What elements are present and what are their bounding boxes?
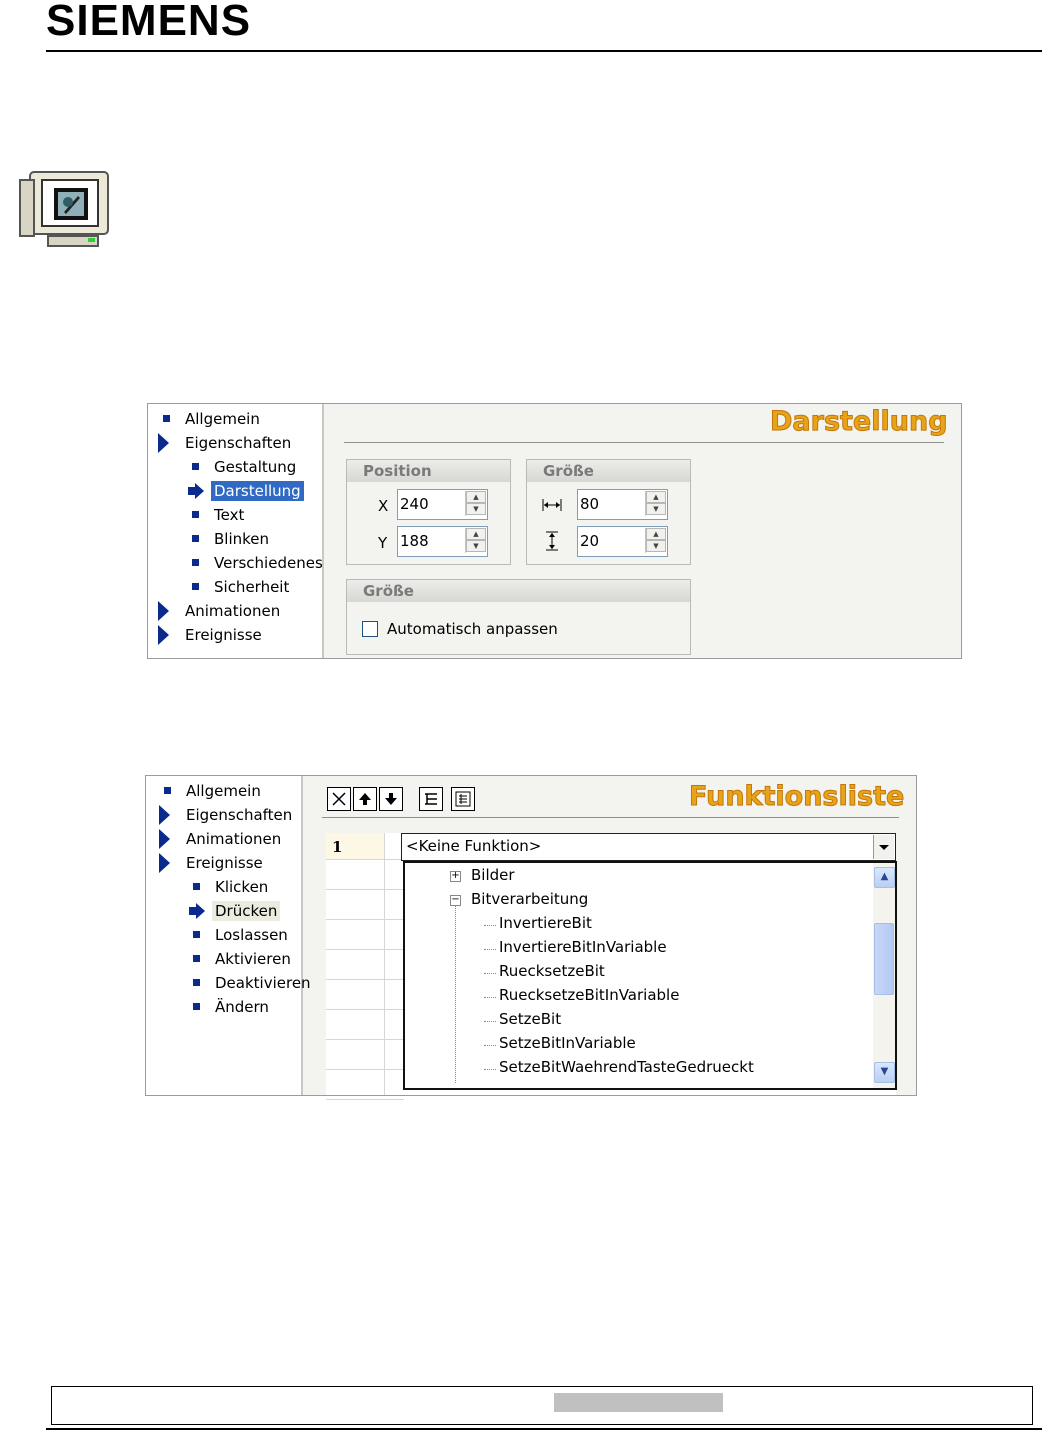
x-position-value[interactable]: 240 [400, 495, 429, 513]
tree-item-animationen[interactable]: Animationen [185, 602, 281, 620]
section-title: Darstellung [770, 406, 948, 437]
footer-gray-bar [554, 1393, 723, 1412]
title-underline [344, 442, 944, 443]
delete-button[interactable] [327, 787, 351, 811]
function-folder[interactable]: Bitverarbeitung [471, 890, 589, 908]
autosize-label[interactable]: Automatisch anpassen [387, 620, 558, 638]
tree-item-dr-cken[interactable]: Drücken [212, 901, 280, 921]
grid-row-line [326, 889, 404, 890]
autosize-checkbox[interactable] [362, 621, 378, 637]
expand-icon[interactable]: + [451, 870, 460, 881]
size-group-header: Größe [527, 460, 690, 482]
siemens-logo: SIEMENS [46, 0, 252, 45]
tree-item-klicken[interactable]: Klicken [215, 878, 269, 896]
property-tree [148, 404, 324, 658]
bullet-icon[interactable] [193, 955, 200, 962]
tree-connector [484, 997, 496, 998]
header-rule [46, 50, 1042, 52]
width-increment-button[interactable]: ▲ [646, 491, 666, 503]
collapsed-triangle-icon[interactable] [158, 601, 169, 621]
function-item[interactable]: SetzeBit [499, 1010, 562, 1028]
tree-item-text[interactable]: Text [214, 506, 245, 524]
move-up-button[interactable] [353, 787, 377, 811]
function-list[interactable] [403, 861, 897, 1090]
bullet-icon[interactable] [193, 931, 200, 938]
insert-row-button[interactable] [419, 787, 443, 811]
width-value[interactable]: 80 [580, 495, 600, 513]
move-down-button[interactable] [379, 787, 403, 811]
bullet-icon[interactable] [192, 463, 199, 470]
function-item[interactable]: InvertiereBitInVariable [499, 938, 667, 956]
tree-item-sicherheit[interactable]: Sicherheit [214, 578, 290, 596]
collapsed-triangle-icon[interactable] [159, 805, 170, 825]
grid-row-line [326, 979, 404, 980]
x-increment-button[interactable]: ▲ [466, 491, 486, 503]
section-title: Funktionsliste [689, 781, 905, 812]
grid-column-line [384, 833, 385, 1095]
height-value[interactable]: 20 [580, 532, 600, 550]
function-dropdown[interactable] [401, 833, 896, 861]
autosize-group [346, 579, 691, 655]
width-decrement-button[interactable]: ▼ [646, 503, 666, 515]
tree-item-eigenschaften[interactable]: Eigenschaften [185, 434, 292, 452]
tree-connector [484, 1069, 496, 1070]
y-position-stepper[interactable] [397, 526, 488, 557]
tree-item--ndern[interactable]: Ändern [215, 998, 269, 1016]
position-group [346, 459, 511, 565]
bullet-icon[interactable] [193, 979, 200, 986]
vertical-scrollbar[interactable] [873, 863, 895, 1088]
width-icon [542, 498, 562, 512]
scroll-down-button[interactable]: ▼ [874, 1062, 895, 1083]
tree-item-darstellung[interactable]: Darstellung [211, 481, 304, 501]
grid-row-line [326, 1069, 404, 1070]
tree-item-blinken[interactable]: Blinken [214, 530, 270, 548]
x-label: X [378, 497, 389, 515]
chevron-down-icon[interactable] [873, 835, 894, 859]
y-position-value[interactable]: 188 [400, 532, 429, 550]
width-stepper[interactable] [577, 489, 668, 520]
grid-row-line [326, 859, 404, 860]
tree-item-loslassen[interactable]: Loslassen [215, 926, 288, 944]
expanded-triangle-icon[interactable] [159, 853, 170, 873]
height-increment-button[interactable]: ▲ [646, 528, 666, 540]
grid-row-line [326, 1039, 404, 1040]
bullet-icon[interactable] [192, 535, 199, 542]
move-up-icon [357, 791, 373, 807]
grid-row-line [326, 1099, 404, 1100]
event-tree [146, 776, 311, 1095]
arrow-right-icon[interactable] [189, 903, 206, 919]
row-number: 1 [332, 838, 343, 856]
function-item[interactable]: SetzeBitInVariable [499, 1034, 636, 1052]
insert-row-icon [423, 791, 439, 807]
move-down-icon [383, 791, 399, 807]
tree-item-eigenschaften[interactable]: Eigenschaften [186, 806, 293, 824]
tree-item-deaktivieren[interactable]: Deaktivieren [215, 974, 311, 992]
tree-item-gestaltung[interactable]: Gestaltung [214, 458, 297, 476]
title-underline [322, 817, 899, 818]
tree-connector [484, 1021, 496, 1022]
height-icon [545, 531, 559, 551]
grid-row-line [326, 919, 404, 920]
grid-row-line [326, 949, 404, 950]
tree-item-aktivieren[interactable]: Aktivieren [215, 950, 291, 968]
tree-item-ereignisse[interactable]: Ereignisse [185, 626, 262, 644]
height-stepper[interactable] [577, 526, 668, 557]
collapsed-triangle-icon[interactable] [159, 829, 170, 849]
tree-connector [484, 949, 496, 950]
properties-panel-darstellung [147, 403, 962, 659]
y-increment-button[interactable]: ▲ [466, 528, 486, 540]
x-position-stepper[interactable] [397, 489, 488, 520]
tree-connector [484, 973, 496, 974]
footer-rule [46, 1428, 1042, 1430]
height-decrement-button[interactable]: ▼ [646, 540, 666, 552]
collapse-icon[interactable]: − [451, 894, 460, 905]
properties-panel-funktionsliste [145, 775, 917, 1096]
scroll-thumb[interactable] [874, 923, 894, 995]
size-group [526, 459, 691, 565]
bullet-icon[interactable] [193, 883, 200, 890]
position-group-header: Position [347, 460, 510, 482]
bullet-icon[interactable] [192, 583, 199, 590]
bullet-icon[interactable] [164, 787, 171, 794]
tree-connector [484, 925, 496, 926]
computer-icon [18, 168, 114, 250]
function-dropdown-value[interactable]: <Keine Funktion> [406, 837, 542, 855]
scroll-up-button[interactable]: ▲ [874, 867, 895, 888]
autosize-group-header: Größe [347, 580, 690, 602]
y-label: Y [378, 534, 388, 552]
bullet-icon[interactable] [192, 511, 199, 518]
tree-item-verschiedenes[interactable]: Verschiedenes [214, 554, 323, 572]
collapsed-triangle-icon[interactable] [158, 625, 169, 645]
tree-connector [455, 905, 456, 1083]
bullet-icon[interactable] [192, 559, 199, 566]
bullet-icon[interactable] [163, 415, 170, 422]
function-item[interactable]: SetzeBitWaehrendTasteGedrueckt [499, 1058, 754, 1076]
tree-item-allgemein[interactable]: Allgemein [186, 782, 261, 800]
function-item[interactable]: RuecksetzeBitInVariable [499, 986, 680, 1004]
tree-item-animationen[interactable]: Animationen [186, 830, 282, 848]
arrow-right-icon[interactable] [188, 483, 205, 499]
function-item[interactable]: RuecksetzeBit [499, 962, 605, 980]
grid-row-line [326, 1009, 404, 1010]
tree-item-ereignisse[interactable]: Ereignisse [186, 854, 263, 872]
list-icon [455, 791, 471, 807]
expanded-triangle-icon[interactable] [158, 433, 169, 453]
y-decrement-button[interactable]: ▼ [466, 540, 486, 552]
delete-icon [331, 791, 347, 807]
tree-connector [484, 1045, 496, 1046]
tree-item-allgemein[interactable]: Allgemein [185, 410, 260, 428]
function-item[interactable]: InvertiereBit [499, 914, 592, 932]
list-button[interactable] [451, 787, 475, 811]
bullet-icon[interactable] [193, 1003, 200, 1010]
footer-box [51, 1386, 1033, 1425]
function-folder[interactable]: Bilder [471, 866, 515, 884]
x-decrement-button[interactable]: ▼ [466, 503, 486, 515]
